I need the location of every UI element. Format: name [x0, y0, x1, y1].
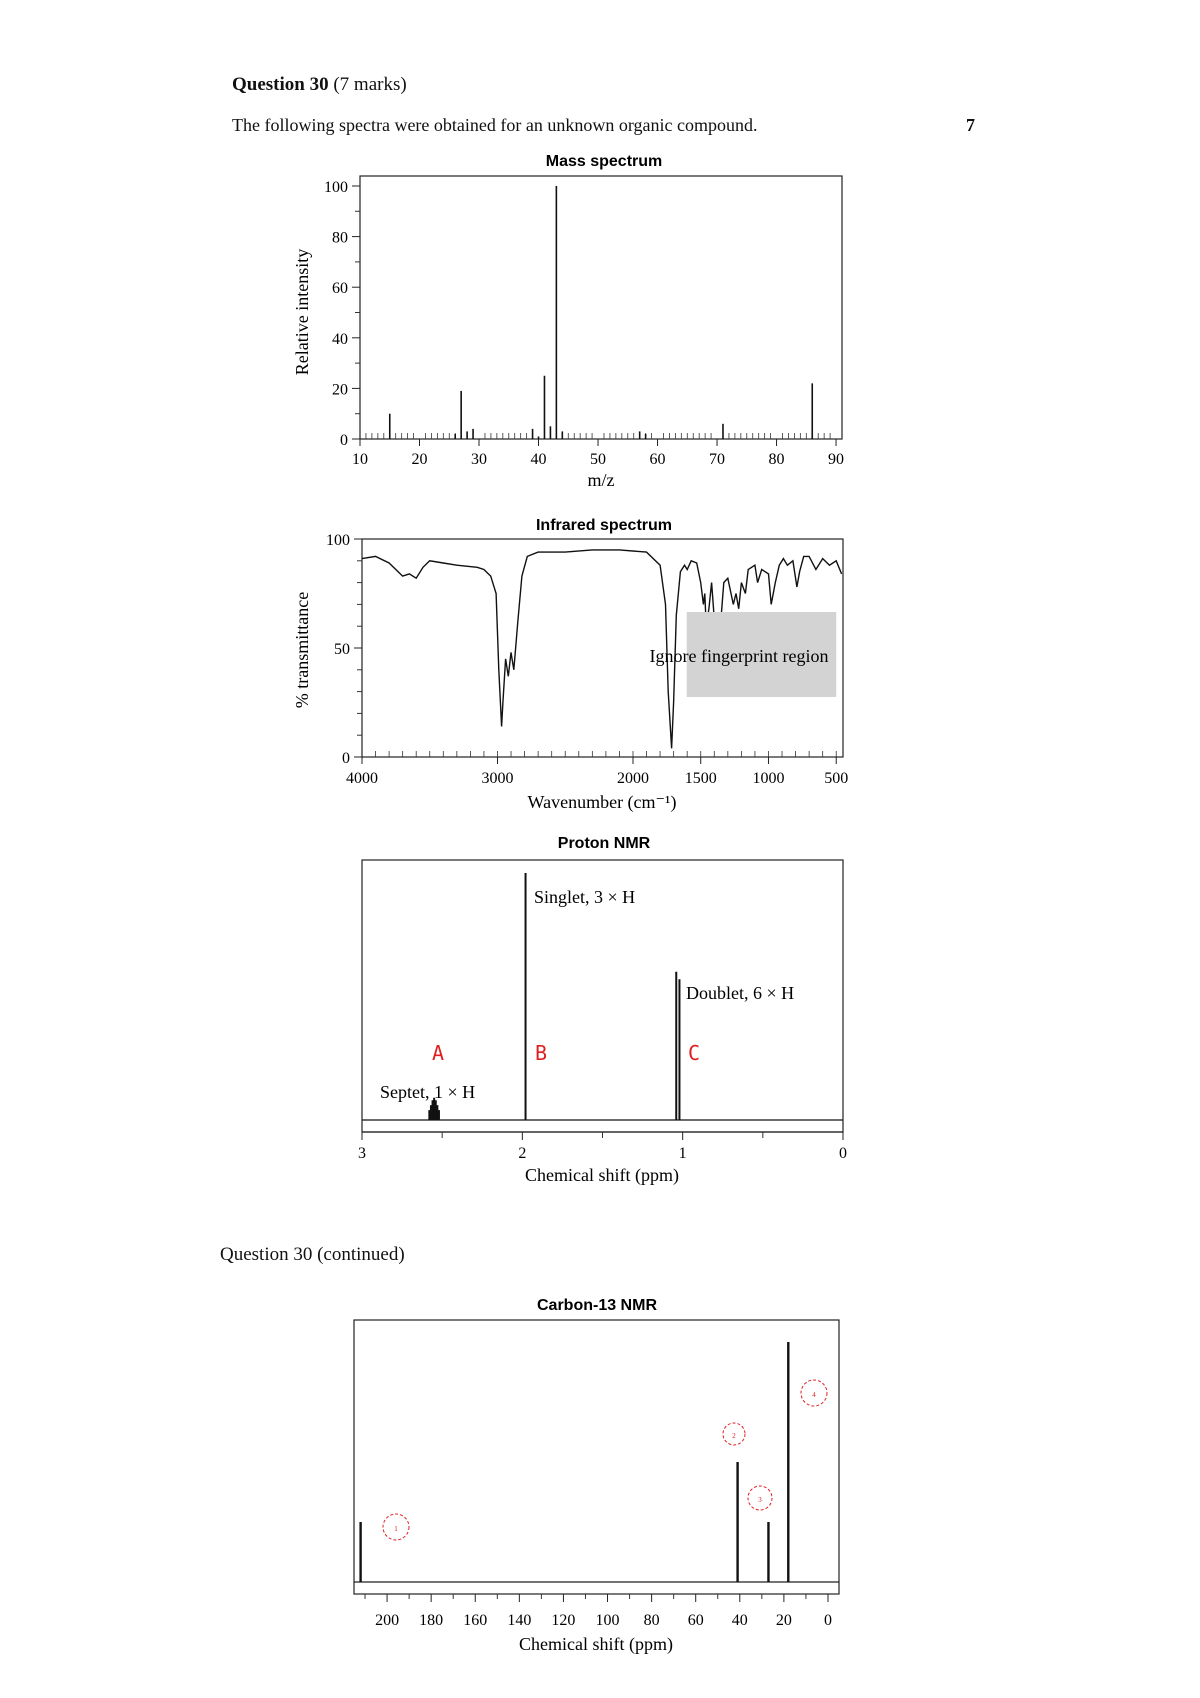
- mass-xlabel: m/z: [587, 470, 615, 490]
- mass-xtick-label: 70: [709, 451, 726, 468]
- mass-ytick-labels: [324, 179, 360, 449]
- mass-xtick-label: 40: [530, 451, 547, 468]
- cnmr-title: Carbon-13 NMR: [536, 1297, 658, 1314]
- cnmr-xtick-label: 100: [595, 1612, 620, 1629]
- peak-circle-2-number: 2: [732, 1432, 736, 1440]
- peak-circle-4-number: 4: [812, 1391, 816, 1399]
- peak-letter-c: C: [688, 1041, 701, 1065]
- septet-label: Septet, 1 × H: [380, 1082, 476, 1102]
- cnmr-xtick-label: 200: [375, 1612, 400, 1629]
- mass-xtick-label: 20: [411, 451, 428, 468]
- cnmr-plot-frame: [354, 1320, 839, 1594]
- cnmr-xtick-label: 20: [775, 1612, 792, 1629]
- mass-xtick-label: 30: [471, 451, 488, 468]
- ir-ytick-label: 0: [342, 750, 350, 767]
- cnmr-xtick-label: 160: [463, 1612, 488, 1629]
- peak-circle-2: [723, 1423, 745, 1445]
- mass-ytick-label: 0: [340, 432, 348, 449]
- cnmr-xtick-labels: [365, 1594, 832, 1629]
- cnmr-xtick-label: 40: [731, 1612, 748, 1629]
- cnmr-peaks: [361, 1342, 789, 1582]
- cnmr-xtick-label: 0: [823, 1612, 832, 1629]
- hnmr-xtick-labels: [358, 1132, 847, 1162]
- question-intro: The following spectra were obtained for an unknown organic compound.: [232, 115, 758, 135]
- question-continued: Question 30 (continued): [220, 1244, 405, 1265]
- mass-xtick-label: 90: [828, 451, 845, 468]
- ir-ylabel: % transmittance: [292, 591, 312, 709]
- question-number: Question 30: [232, 74, 329, 95]
- hnmr-xtick-label: 2: [518, 1145, 527, 1162]
- hnmr-xtick-label: 0: [839, 1145, 847, 1162]
- cnmr-xlabel: Chemical shift (ppm): [519, 1634, 673, 1654]
- cnmr-xtick-label: 80: [643, 1612, 660, 1629]
- question-marks-label: (7 marks): [328, 74, 407, 95]
- ir-xtick-label: 3000: [481, 770, 514, 787]
- ir-xtick-label: 2000: [616, 770, 649, 787]
- doublet-label: Doublet, 6 × H: [686, 983, 795, 1003]
- mass-plot-frame: [360, 176, 842, 439]
- mass-xtick-label: 80: [768, 451, 785, 468]
- hnmr-xtick-label: 1: [678, 1145, 687, 1162]
- cnmr-xtick-label: 120: [551, 1612, 576, 1629]
- ir-xtick-label: 500: [824, 770, 849, 787]
- mass-ylabel: Relative intensity: [292, 248, 312, 376]
- mass-xtick-label: 60: [649, 451, 666, 468]
- ir-xtick-label: 1500: [684, 770, 717, 787]
- ir-title: Infrared spectrum: [535, 517, 673, 534]
- mass-xtick-label: 50: [590, 451, 607, 468]
- cnmr-xtick-label: 140: [507, 1612, 532, 1629]
- peak-letter-a: A: [432, 1041, 445, 1065]
- peak-circle-3-number: 3: [758, 1496, 762, 1504]
- peak-circle-1: [383, 1514, 409, 1540]
- ir-ytick-label: 100: [326, 532, 350, 549]
- peak-circle-1-number: 1: [394, 1525, 398, 1533]
- ir-ytick-label: 50: [334, 641, 350, 658]
- mass-ytick-label: 80: [332, 229, 348, 247]
- mass-xtick-labels: [352, 433, 844, 468]
- cnmr-xtick-label: 60: [687, 1612, 704, 1629]
- mass-ytick-label: 40: [332, 330, 348, 348]
- marks-total: 7: [966, 115, 975, 135]
- ir-xtick-label: 1000: [752, 770, 785, 787]
- mass-spectrum-chart: [292, 153, 844, 490]
- cnmr-xtick-label: 180: [419, 1612, 444, 1629]
- peak-circle-3: [748, 1486, 772, 1510]
- ir-spectrum-chart: [292, 517, 848, 813]
- mass-title: Mass spectrum: [545, 153, 663, 170]
- peak-letter-b: B: [535, 1041, 548, 1065]
- proton-nmr-chart: [358, 835, 847, 1186]
- fingerprint-label: Ignore fingerprint region: [649, 646, 829, 666]
- hnmr-xtick-label: 3: [358, 1145, 366, 1162]
- singlet-label: Singlet, 3 × H: [534, 887, 636, 907]
- mass-ytick-label: 60: [332, 280, 348, 298]
- peak-circle-4: [801, 1380, 827, 1406]
- ir-xtick-label: 4000: [346, 770, 378, 787]
- hnmr-xlabel: Chemical shift (ppm): [525, 1165, 679, 1185]
- mass-ytick-label: 20: [332, 381, 348, 399]
- ir-xlabel: Wavenumber (cm⁻¹): [527, 792, 677, 812]
- hnmr-title: Proton NMR: [557, 835, 651, 852]
- mass-peaks: [390, 186, 812, 439]
- mass-ytick-label: 100: [324, 179, 348, 196]
- carbon-nmr-chart: [354, 1297, 839, 1655]
- mass-xtick-label: 10: [352, 451, 368, 468]
- ir-ytick-labels: [326, 532, 362, 767]
